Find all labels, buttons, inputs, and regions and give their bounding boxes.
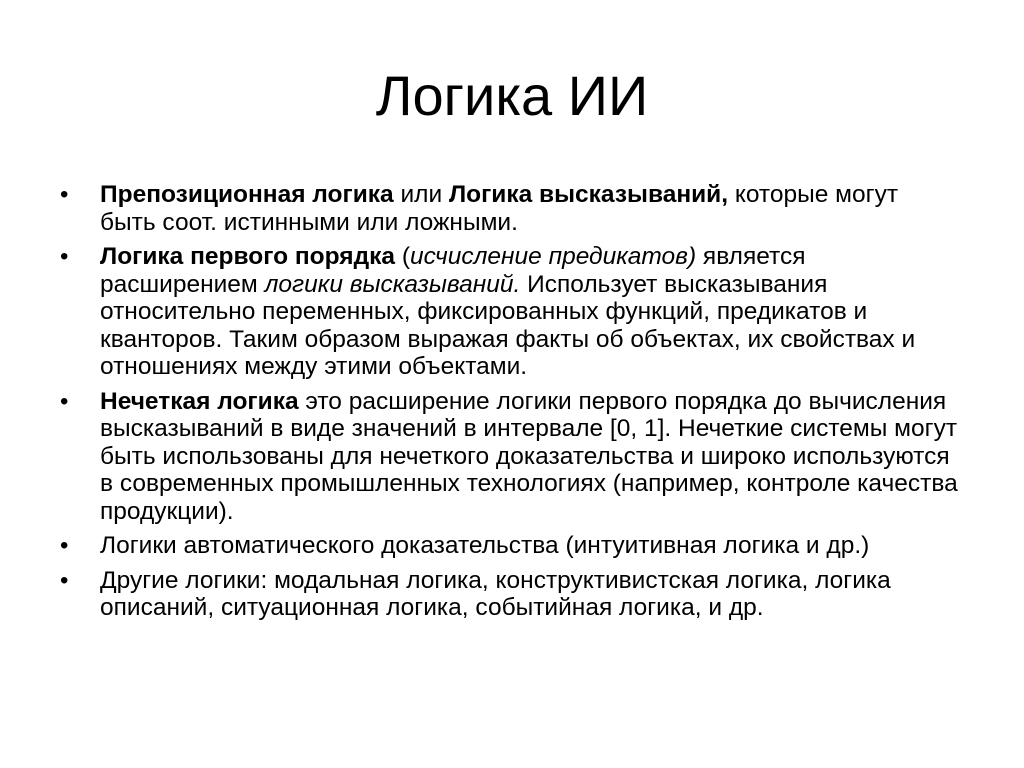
bullet-text: или bbox=[393, 181, 449, 208]
bullet-marker: • bbox=[60, 532, 69, 559]
term-predicate-calculus: исчисление предикатов) bbox=[409, 243, 697, 270]
slide-title: Логика ИИ bbox=[375, 64, 649, 127]
term-statement-logic-italic: логики высказываний. bbox=[264, 270, 521, 298]
bullet-item-4 bbox=[60, 532, 960, 560]
bullet-text: ( bbox=[395, 243, 410, 270]
bullet-text: это расширение логики первого порядка до вычисления высказываний в виде значений в интервале [0, 1]. Нечеткие системы могут быть использованы для нечеткого доказательства и широко используются в современных промышленных технологиях (например, контроле качества продукции). bbox=[100, 387, 958, 525]
bullet-marker: • bbox=[60, 243, 69, 270]
bullet-text: Логики автоматического доказательства (интуитивная логика и др.) bbox=[100, 532, 870, 559]
bullet-item-2 bbox=[60, 243, 960, 381]
term-first-order-logic: Логика первого порядка bbox=[100, 243, 396, 270]
bullet-list bbox=[60, 181, 960, 629]
bullet-item-3 bbox=[60, 388, 960, 526]
bullet-text: Другие логики: модальная логика, конструктивистская логика, логика описаний, ситуационная логика, событийная логика, и др. bbox=[100, 566, 891, 621]
bullet-marker: • bbox=[60, 387, 69, 415]
bullet-text: является расширением bbox=[100, 243, 806, 298]
term-fuzzy-logic: Нечеткая логика bbox=[100, 387, 299, 415]
bullet-text: которые могут быть соот. истинными или ложными. bbox=[100, 181, 899, 236]
bullet-marker: • bbox=[60, 566, 69, 594]
bullet-marker: • bbox=[60, 181, 69, 208]
term-propositional-logic: Препозиционная логика bbox=[100, 181, 394, 208]
term-statement-logic: Логика высказываний, bbox=[448, 181, 729, 208]
bullet-text: Использует высказывания относительно переменных, фиксированных функций, предикатов и кванторов. Таким образом выражая факты об объектах, их свойствах и отношениях между этими объектами. bbox=[100, 270, 916, 380]
bullet-item-1 bbox=[60, 181, 960, 236]
bullet-item-5 bbox=[60, 567, 960, 622]
